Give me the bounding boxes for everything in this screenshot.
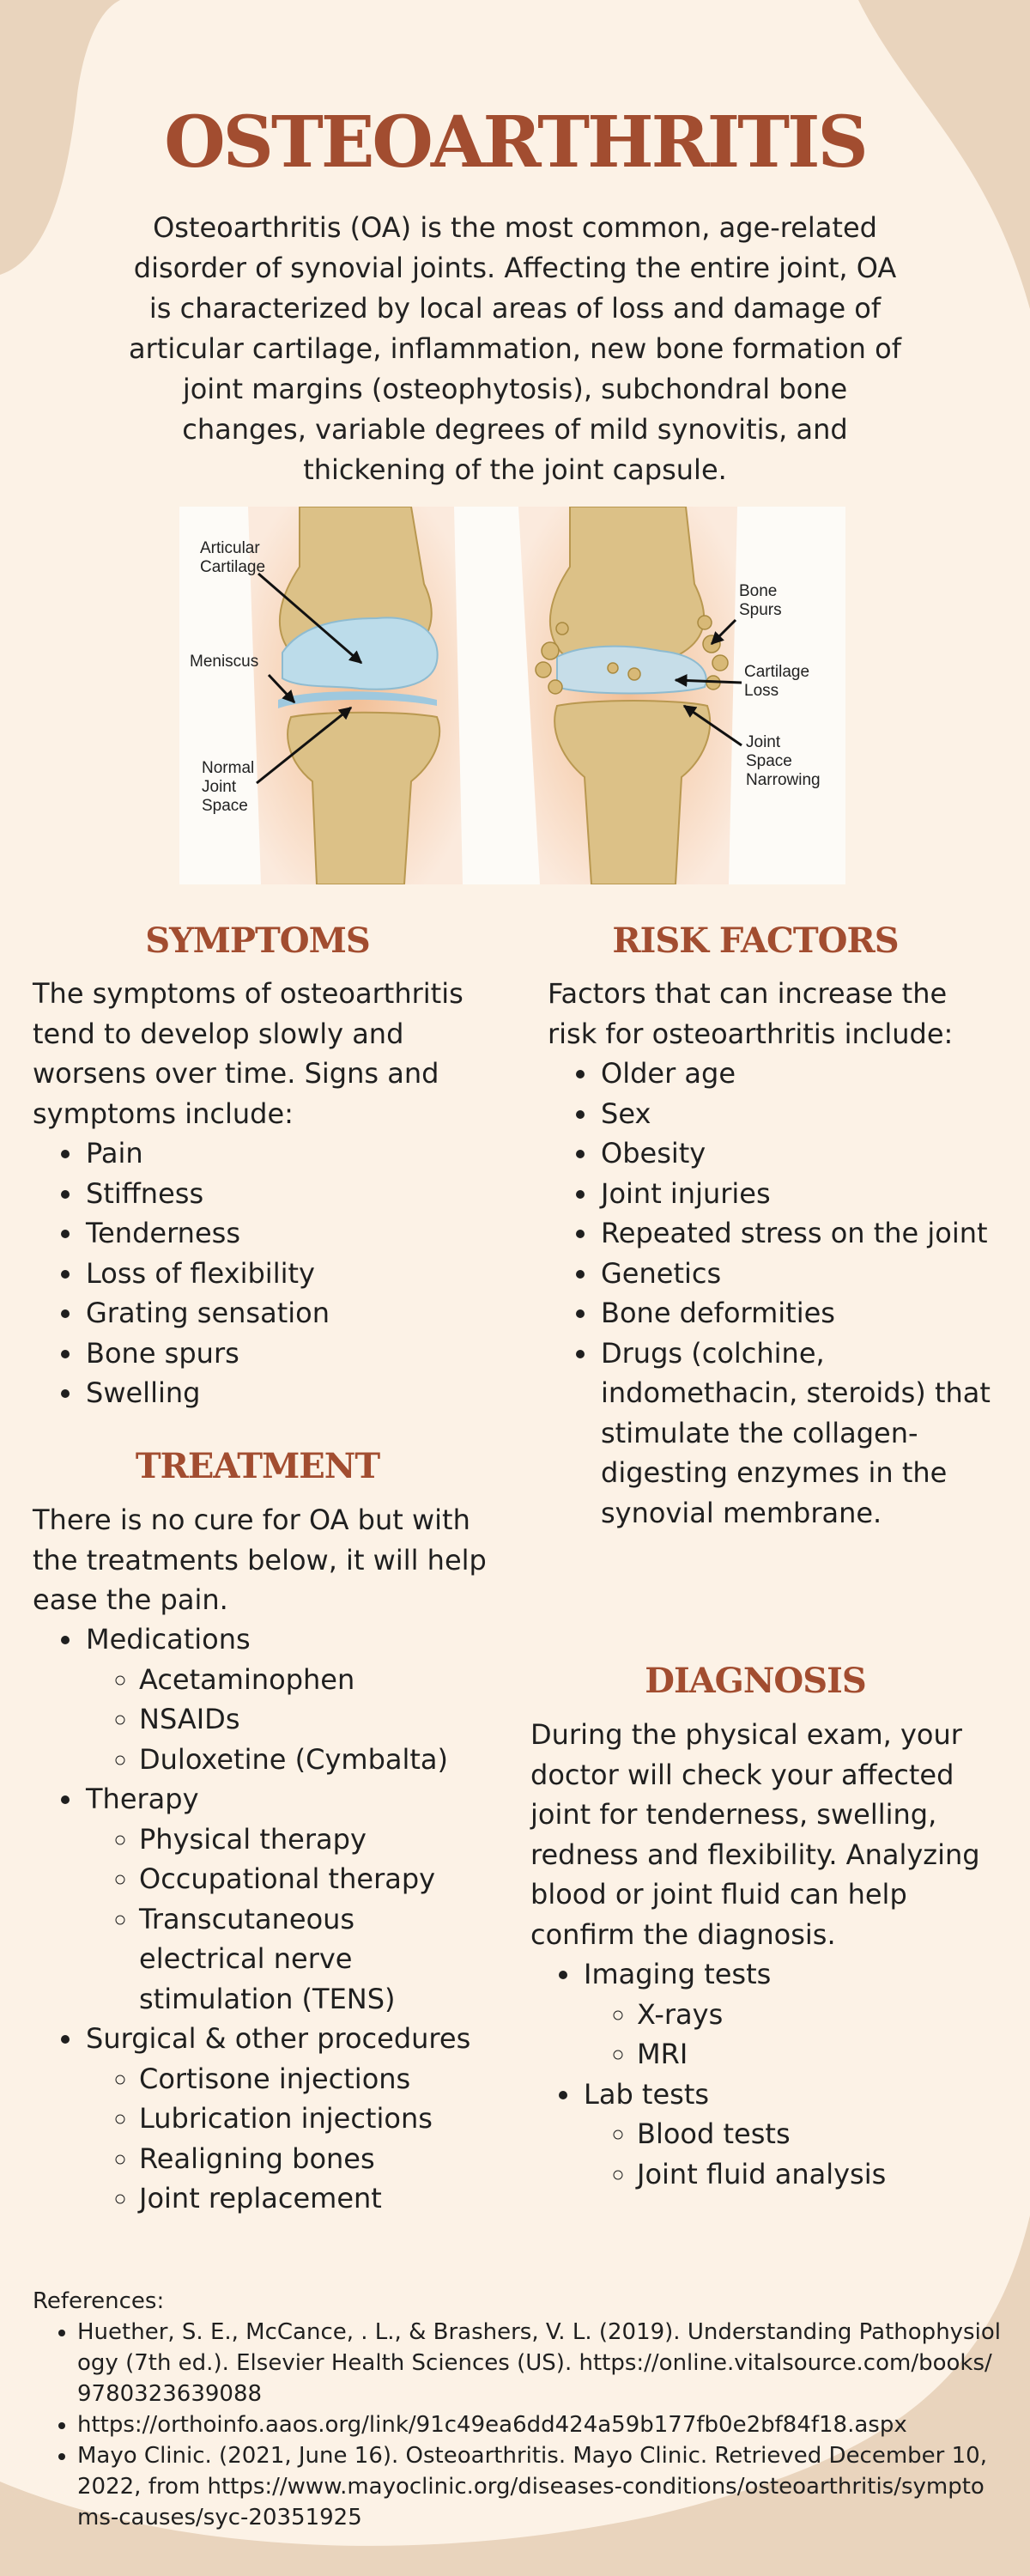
treatment-group-label: Surgical & other procedures bbox=[86, 2022, 471, 2055]
list-item: • Drugs (colchine, indomethacin, steroids) that stimulate the collagen-digesting enzymes in the synovial membrane. bbox=[599, 1334, 1003, 1534]
normal-knee-illustration bbox=[190, 507, 463, 884]
references bbox=[33, 2286, 1003, 2533]
label-bone-spurs-line1: Bone bbox=[739, 582, 778, 600]
references-list bbox=[33, 2317, 1003, 2533]
treatment-intro: There is no cure for OA but with the treatments below, it will help ease the pain. bbox=[33, 1504, 487, 1616]
list-item: • Sex bbox=[599, 1094, 1003, 1134]
list-item: ◦ X-rays bbox=[637, 1995, 1028, 2035]
treatment-heading: TREATMENT bbox=[135, 1446, 380, 1486]
diagnosis-group-label: Lab tests bbox=[584, 2077, 710, 2111]
reference-item: • Huether, S. E., McCance, . L., & Brashers, V. L. (2019). Understanding Pathophysiology (7th ed.). Elsevier Health Sciences (US). https://online.vitalsource.com/books/9780323639088 bbox=[77, 2317, 1003, 2409]
list-item: • Repeated stress on the joint bbox=[599, 1213, 1003, 1254]
label-normal-line1: Normal bbox=[202, 759, 255, 777]
diagnosis-heading: DIAGNOSIS bbox=[645, 1661, 866, 1701]
list-item: ◦ Realigning bones bbox=[139, 2139, 548, 2179]
list-item: • Tenderness bbox=[84, 1213, 530, 1254]
knee-diagram bbox=[179, 507, 845, 884]
diagnosis-group-label: Imaging tests bbox=[584, 1958, 772, 1990]
list-item: • Genetics bbox=[599, 1254, 1003, 1294]
list-item bbox=[84, 2019, 548, 2219]
risk-factors-heading: RISK FACTORS bbox=[612, 920, 899, 961]
list-item: • Bone spurs bbox=[84, 1334, 530, 1374]
list-item: • Joint injuries bbox=[599, 1174, 1003, 1214]
list-item: ◦ Occupational therapy bbox=[139, 1859, 548, 1899]
list-item: • Loss of flexibility bbox=[84, 1254, 530, 1294]
list-item: • Grating sensation bbox=[84, 1293, 530, 1334]
treatment-group-label: Medications bbox=[86, 1623, 251, 1656]
list-item: ◦ Transcutaneous electrical nerve stimulation (TENS) bbox=[139, 1899, 397, 2020]
list-item bbox=[84, 1779, 548, 2019]
symptoms-intro: The symptoms of osteoarthritis tend to develop slowly and worsens over time. Signs and symptoms include: bbox=[33, 977, 464, 1130]
list-item: • Swelling bbox=[84, 1373, 530, 1413]
list-item: • Pain bbox=[84, 1133, 530, 1174]
list-item bbox=[582, 2075, 1028, 2195]
list-item: ◦ Acetaminophen bbox=[139, 1660, 548, 1700]
symptoms-heading: SYMPTOMS bbox=[145, 920, 370, 961]
label-articular-line1: Articular bbox=[200, 539, 260, 557]
symptoms-list bbox=[33, 1133, 530, 1413]
label-normal-line3: Space bbox=[202, 797, 248, 815]
reference-item: • Mayo Clinic. (2021, June 16). Osteoarthritis. Mayo Clinic. Retrieved December 10, 2022, from https://www.mayoclinic.org/diseases-conditions/osteoarthritis/symptoms-causes/syc-20351925 bbox=[77, 2440, 1003, 2533]
list-item: • Obesity bbox=[599, 1133, 1003, 1174]
list-item: ◦ Duloxetine (Cymbalta) bbox=[139, 1740, 548, 1780]
label-space-narrowing-line3: Narrowing bbox=[746, 771, 821, 789]
label-space-narrowing-line2: Space bbox=[746, 752, 792, 770]
list-item: ◦ Cortisone injections bbox=[139, 2059, 548, 2099]
label-space-narrowing-line1: Joint bbox=[746, 733, 781, 751]
risk-factors-intro: Factors that can increase the risk for osteoarthritis include: bbox=[548, 977, 954, 1050]
list-item bbox=[84, 1619, 548, 1779]
risk-factors-list bbox=[548, 1054, 1003, 1533]
list-item: • Stiffness bbox=[84, 1174, 530, 1214]
list-item: ◦ MRI bbox=[637, 2034, 1028, 2075]
page-title: OSTEOARTHRITIS bbox=[164, 101, 866, 184]
label-cartilage-loss-line1: Cartilage bbox=[744, 663, 810, 681]
list-item: ◦ Lubrication injections bbox=[139, 2099, 548, 2139]
label-cartilage-loss-line2: Loss bbox=[744, 682, 779, 700]
list-item: ◦ Joint fluid analysis bbox=[637, 2154, 1028, 2195]
list-item: ◦ Blood tests bbox=[637, 2114, 1028, 2154]
label-articular-line2: Cartilage bbox=[200, 558, 266, 576]
treatment-list bbox=[33, 1619, 548, 2219]
treatment-group-label: Therapy bbox=[86, 1783, 199, 1815]
label-bone-spurs-line2: Spurs bbox=[739, 601, 782, 619]
list-item: ◦ NSAIDs bbox=[139, 1699, 548, 1740]
list-item: • Older age bbox=[599, 1054, 1003, 1094]
intro-paragraph: Osteoarthritis (OA) is the most common, age-related disorder of synovial joints. Affecting the entire joint, OA is characterized by local areas of loss and damage of articular cartilage, inflammation, new bone formation of joint margins (osteophytosis), subchondral bone changes, variable degrees of mild synovitis, and thickening of the joint capsule. bbox=[129, 211, 901, 486]
label-normal-line2: Joint bbox=[202, 778, 237, 796]
list-item: ◦ Joint replacement bbox=[139, 2178, 548, 2219]
references-heading: References: bbox=[33, 2288, 165, 2314]
list-item bbox=[582, 1954, 1028, 2075]
label-meniscus: Meniscus bbox=[190, 653, 259, 671]
osteoarthritis-knee-illustration bbox=[518, 507, 821, 884]
diagnosis-intro: During the physical exam, your doctor will check your affected joint for tenderness, swelling, redness and flexibility. Analyzing blood or joint fluid can help confirm the diagnosis. bbox=[530, 1718, 980, 1951]
list-item: ◦ Physical therapy bbox=[139, 1820, 548, 1860]
list-item: • Bone deformities bbox=[599, 1293, 1003, 1334]
reference-item: • https://orthoinfo.aaos.org/link/91c49ea6dd424a59b177fb0e2bf84f18.aspx bbox=[77, 2409, 1003, 2440]
diagnosis-list bbox=[530, 1954, 1028, 2194]
